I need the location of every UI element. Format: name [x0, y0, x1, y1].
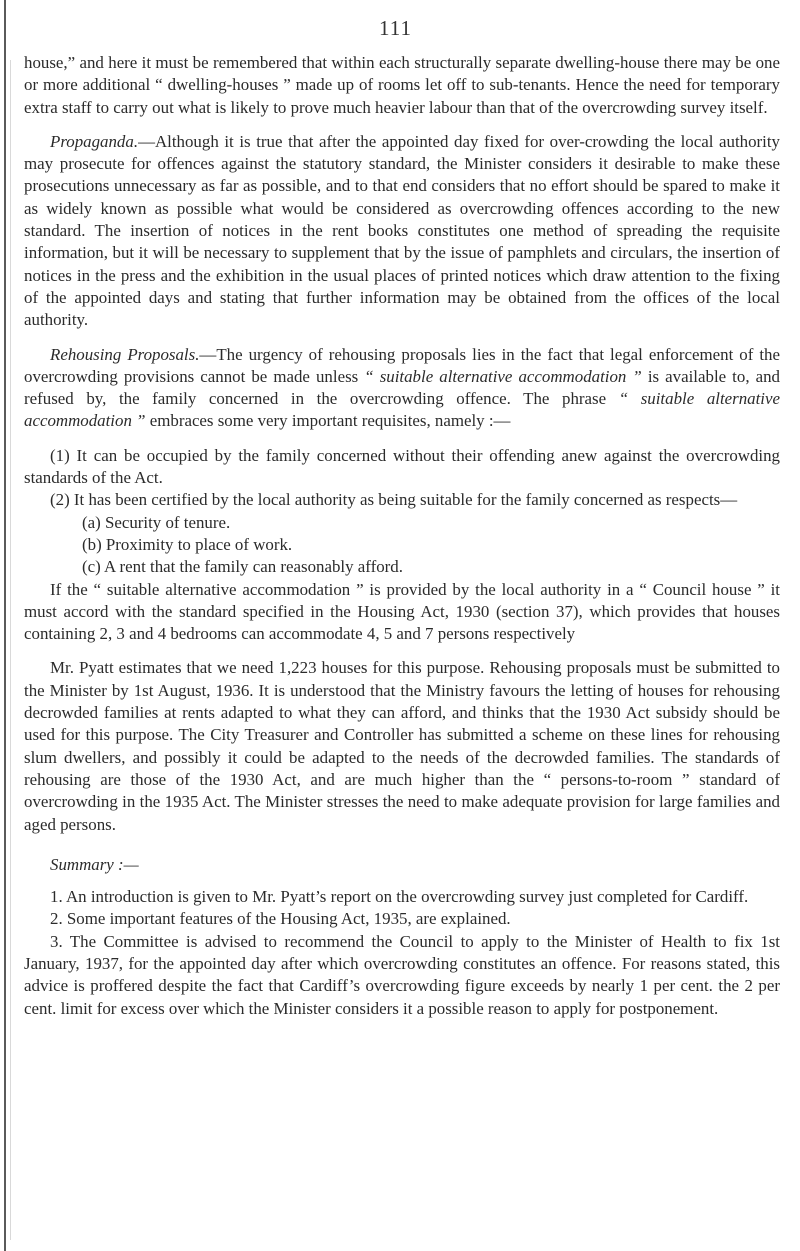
binding-shadow	[10, 60, 11, 1240]
summary-item-3: 3. The Committee is advised to recommend the Council to apply to the Minister of Health to fix 1st January, 1937, for the appointed day after which overcrowding constitutes an offence. For reasons stated, this advice is proffered despite the fact that Cardiff’s overcrowding figure exceeds by nearly 1 per cent. the 2 per cent. limit for excess over which the Minister considers it a possible reason to apply for postponement.	[24, 931, 780, 1018]
requisite-2b: (b) Proximity to place of work.	[82, 534, 293, 554]
rehousing-body-2: is available to, and refused by, the family concerned in the overcrowding offence. The phrase	[24, 366, 780, 409]
body-text	[24, 52, 780, 1020]
summary-heading: Summary :—	[50, 854, 139, 874]
requisite-1: (1) It can be occupied by the family concerned without their offending anew against the overcrowding standards of the Act.	[24, 445, 780, 488]
requisite-2a: (a) Security of tenure.	[82, 512, 231, 532]
paragraph-propaganda	[24, 131, 780, 332]
rehousing-body-3: embraces some very important requisites, namely :—	[145, 411, 511, 431]
paragraph-pyatt: Mr. Pyatt estimates that we need 1,223 houses for this purpose. Rehousing proposals must be submitted to the Minister by 1st August, 1936. It is understood that the Ministry favours the letting of houses for rehousing decrowded families at rents adapted to what they can afford, and thinks that the 1930 Act subsidy should be used for this purpose. The City Treasurer and Controller has submitted a scheme on these lines for rehousing slum dwellers, and possibly it could be adapted to the needs of the decrowded families. The standards of rehousing are those of the 1930 Act, and are much higher than the “ persons-to-room ” standard of overcrowding in the 1935 Act. The Minister stresses the need to make adequate provision for large families and aged persons.	[24, 658, 780, 834]
paragraph-rehousing	[24, 344, 780, 433]
requisite-2c: (c) A rent that the family can reasonably afford.	[82, 557, 403, 577]
binding-edge	[4, 0, 6, 1251]
rehousing-italic-phrase-1: “ suitable alternative accommodation ”	[364, 366, 642, 386]
paragraph-council-house: If the “ suitable alternative accommodation ” is provided by the local authority in a “ Council house ” it must accord with the standard specified in the Housing Act, 1930 (section 37), which provides that houses containing 2, 3 and 4 bedrooms can accommodate 4, 5 and 7 persons respectively	[24, 579, 780, 644]
heading-rehousing: Rehousing Proposals.	[50, 344, 200, 364]
page-number: 111	[379, 16, 412, 40]
summary-item-1: 1. An introduction is given to Mr. Pyatt’s report on the overcrowding survey just completed for Cardiff.	[50, 887, 749, 907]
rehousing-italic-phrase-2: “ suitable alternative accommodation ”	[24, 389, 780, 431]
rehousing-body-1: —The urgency of rehousing proposals lies in the fact that legal enforcement of the overcrowding provisions cannot be made unless	[24, 344, 780, 386]
requisite-2: (2) It has been certified by the local authority as being suitable for the family concerned as respects—	[50, 490, 738, 510]
heading-propaganda: Propaganda.	[50, 131, 139, 151]
paragraph-continuation: house,” and here it must be remembered that within each structurally separate dwelling-house there may be one or more additional “ dwelling-houses ” made up of rooms let off to sub-tenants. Hence the need for temporary extra staff to carry out what is likely to prove much heavier labour than that of the overcrowding survey itself.	[24, 53, 780, 117]
summary-item-2: 2. Some important features of the Housing Act, 1935, are explained.	[50, 909, 511, 929]
propaganda-body: —Although it is true that after the appointed day fixed for over-crowding the local authority may prosecute for offences against the statutory standard, the Minister considers it desirable to make these prosecutions unnecessary as far as possible, and to that end considers that no effort should be spared to make it as widely known as possible what would be considered as overcrowding offences according to the new standard. The insertion of notices in the rent books constitutes one method of spreading the requisite information, but it will be necessary to supplement that by the issue of pamphlets and circulars, the insertion of notices in the press and the exhibition in the usual places of printed notices which draw attention to the fixing of the appointed days and stating that further information may be obtained from the offices of the local authority.	[24, 131, 780, 330]
